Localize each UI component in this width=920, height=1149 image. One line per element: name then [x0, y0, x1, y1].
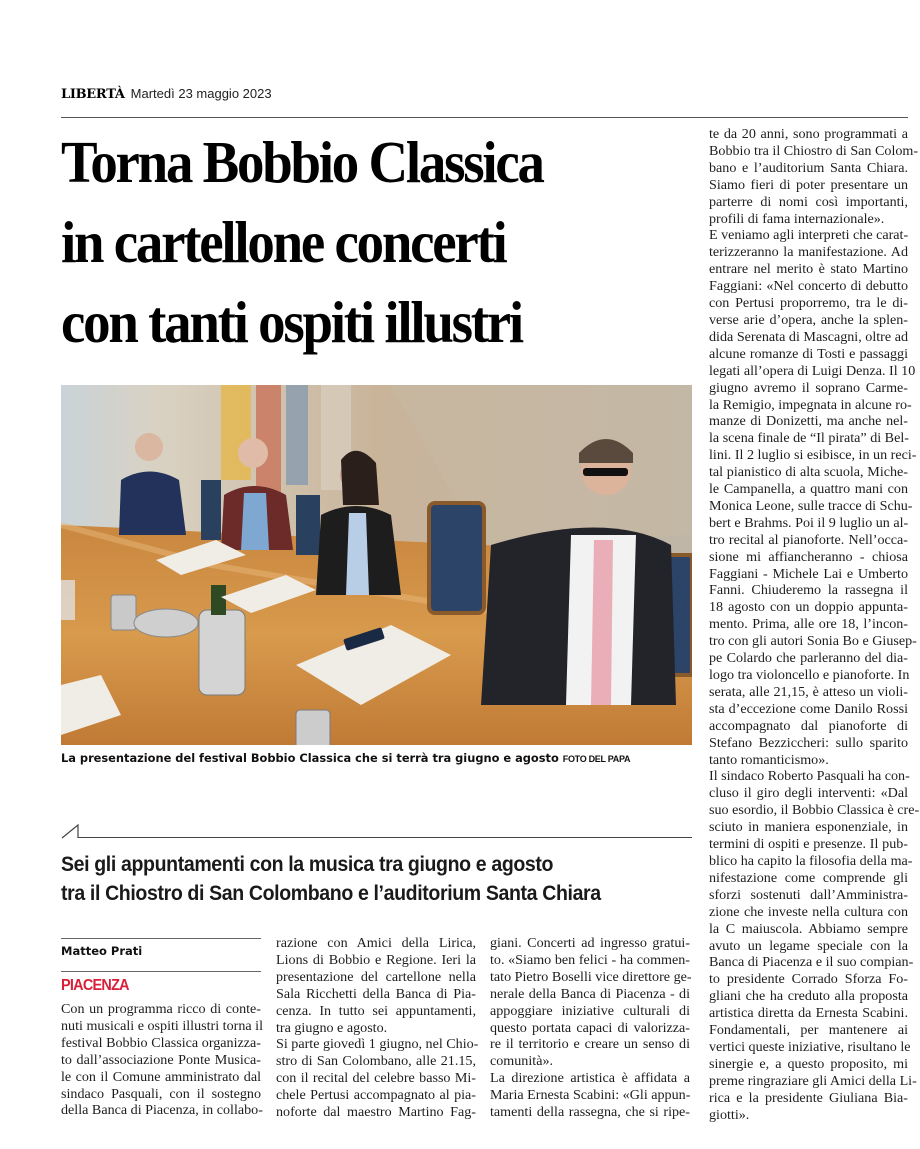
text-line: mento. Prima, alle ore 18, l’incon-: [709, 616, 908, 633]
subhead-divider: [78, 837, 692, 838]
text-line: Lions di Bobbio e Regione. Ieri la: [276, 951, 476, 968]
text-line: giotti».: [709, 1106, 750, 1123]
text-line: sinergie e, a questo proposito, mi: [709, 1055, 908, 1072]
text-line: le Campanella, a quattro mani con: [709, 481, 908, 498]
text-line: tra giugno e agosto.: [276, 1019, 388, 1036]
text-line: La direzione artistica è affidata a: [490, 1070, 690, 1087]
subhead-line: Sei gli appuntamenti con la musica tra giugno e agosto: [61, 853, 554, 876]
headline-line: Torna Bobbio Classica: [61, 129, 543, 195]
photo-caption: [61, 751, 630, 765]
text-line: Sala Ricchetti della Banca di Pia-: [276, 985, 476, 1002]
text-line: accompagnato dal pianoforte di: [709, 717, 908, 734]
text-line: noforte dal maestro Martino Fag-: [276, 1104, 476, 1121]
text-line: to dall’associazione Ponte Musica-: [61, 1051, 261, 1068]
text-line: sione mi affiancheranno - chiosa: [709, 548, 908, 565]
header-divider: [61, 117, 908, 118]
text-line: Siamo fieri di poter presentare un: [709, 176, 908, 193]
text-line: tamenti della rassegna, che si ripe-: [490, 1104, 690, 1121]
text-line: cenza. In tutto sei appuntamenti,: [276, 1002, 476, 1019]
text-line: termini di ospiti e presenze. Il pub-: [709, 836, 908, 853]
newspaper-logo: LIBERTÀ: [61, 87, 125, 102]
text-line: to presidente Corrado Sforza Fo-: [709, 971, 908, 988]
text-line: parterre di nomi così importanti,: [709, 193, 908, 210]
caption-text: La presentazione del festival Bobbio Classica che si terrà tra giugno e agosto: [61, 751, 559, 765]
text-line: sforzi sostenuti dall’Amministra-: [709, 886, 908, 903]
text-line: bert e Brahms. Poi il 9 luglio un al-: [709, 514, 909, 531]
text-line: giugno avremo il soprano Carme-: [709, 379, 908, 396]
text-line: questo portata capaci di valorizza-: [490, 1019, 690, 1036]
article-column-4: [709, 126, 920, 1123]
subhead-line: tra il Chiostro di San Colombano e l’auditorium Santa Chiara: [61, 882, 601, 905]
text-line: bano e l’auditorium Santa Chiara.: [709, 159, 908, 176]
byline-top-rule: [61, 938, 261, 939]
text-line: legati all’opera di Luigi Denza. Il 10: [709, 362, 916, 379]
text-line: Bobbio tra il Chiostro di San Colom-: [709, 142, 919, 159]
text-line: terizzeranno la manifestazione. Ad: [709, 244, 908, 261]
text-line: lini. Il 2 luglio si esibisce, in un reci-: [709, 447, 917, 464]
text-line: Il sindaco Roberto Pasquali ha con-: [709, 768, 910, 785]
text-line: rica e la presidente Giuliana Bia-: [709, 1089, 908, 1106]
text-line: Con un programma ricco di conte-: [61, 1001, 261, 1017]
text-line: la Remigio, impegnata in alcune ro-: [709, 396, 912, 413]
text-line: re il territorio e creare un senso di: [490, 1036, 690, 1053]
text-line: manze di Donizetti, ma anche nel-: [709, 413, 908, 430]
article-column-3: [490, 935, 690, 1121]
text-line: tro recital al pianoforte. Nell’occa-: [709, 531, 908, 548]
text-line: gliani che ha creduto alla proposta: [709, 988, 908, 1005]
text-line: nuti musicali e ospiti illustri torna il: [61, 1017, 263, 1034]
photo-credit: FOTO DEL PAPA: [562, 754, 631, 764]
text-line: E veniamo agli interpreti che carat-: [709, 227, 909, 244]
text-line: Monica Leone, sulle tracce di Schu-: [709, 497, 913, 514]
text-line: sta d’eccezione come Danilo Rossi: [709, 700, 908, 717]
issue-date: Martedì 23 maggio 2023: [130, 86, 272, 101]
text-line: dida Serenata di Mascagni, oltre ad: [709, 328, 908, 345]
article-column-2: [276, 935, 479, 1121]
text-line: Faggiani - Michele Lai e Umberto: [709, 565, 908, 582]
text-line: verse arie d’opera, anche la splen-: [709, 311, 908, 328]
text-line: le con il Comune amministrato dal: [61, 1068, 261, 1085]
text-line: 18 agosto con un doppio appunta-: [709, 599, 908, 616]
text-line: Maria Ernesta Scabini: «Gli appun-: [490, 1087, 691, 1104]
text-line: presentazione del cartellone nella: [276, 968, 476, 985]
text-line: profili di fama internazionale».: [709, 210, 885, 227]
text-line: chele Pertusi accompagnato al pia-: [276, 1087, 476, 1104]
dateline-location: PIACENZA: [61, 977, 129, 994]
text-line: festival Bobbio Classica organizza-: [61, 1034, 261, 1051]
text-line: nerale della Banca di Piacenza - di: [490, 985, 690, 1002]
text-line: blico ha capito la filosofia della ma-: [709, 852, 913, 869]
headline-line: in cartellone concerti: [61, 209, 506, 275]
text-line: razione con Amici della Lirica,: [276, 935, 476, 951]
text-line: Si parte giovedì 1 giugno, nel Chio-: [276, 1036, 479, 1053]
text-line: alcune romanze di Tosti e passaggi: [709, 345, 908, 362]
text-line: suo esordio, il Bobbio Classica è cre-: [709, 802, 920, 819]
text-line: della Banca di Piacenza, in collabo-: [61, 1102, 263, 1119]
text-line: stro di San Colombano, alle 21.15,: [276, 1053, 476, 1070]
text-line: giani. Concerti ad ingresso gratui-: [490, 935, 690, 951]
text-line: la C maiuscola. Abbiamo sempre: [709, 920, 908, 937]
headline-line: con tanti ospiti illustri: [61, 289, 522, 355]
text-line: sindaco Pasquali, con il sostegno: [61, 1085, 261, 1102]
text-line: la scena finale de “Il pirata” di Bel-: [709, 430, 909, 447]
masthead: [61, 86, 272, 102]
text-line: comunità».: [490, 1053, 554, 1070]
text-line: entrare nel merito è stato Martino: [709, 261, 908, 278]
text-line: pe Colardo che parleranno del dia-: [709, 650, 908, 667]
text-line: nifestazione come comprende gli: [709, 869, 908, 886]
text-line: tro con gli autori Sonia Bo e Giusep-: [709, 633, 917, 650]
text-line: artistica diretta da Ernesta Scabini.: [709, 1005, 908, 1022]
article-photo: [61, 385, 692, 745]
text-line: avuto un legame speciale con la: [709, 937, 908, 954]
article-column-1: [61, 1001, 261, 1119]
text-line: con il recital del celebre basso Mi-: [276, 1070, 476, 1087]
text-line: Faggiani: «Nel concerto di debutto: [709, 278, 908, 295]
text-line: appoggiare iniziative culturali di: [490, 1002, 690, 1019]
text-line: tanto romanticismo».: [709, 751, 829, 768]
text-line: logo tra violoncello e pianoforte. In: [709, 667, 910, 683]
text-line: sciuto in maniera esponenziale, in: [709, 819, 908, 836]
text-line: cluso il giro degli interventi: «Dal: [709, 785, 908, 802]
article-headline: [61, 122, 656, 362]
text-line: Fondamentali, per mantenere ai: [709, 1022, 908, 1039]
byline-bottom-rule: [61, 971, 261, 972]
text-line: zione che investe nella cultura con: [709, 903, 908, 920]
text-line: te da 20 anni, sono programmati a: [709, 126, 908, 142]
text-line: Banca di Piacenza e il suo compian-: [709, 954, 914, 971]
text-line: serata, alle 21,15, è atteso un violi-: [709, 683, 908, 700]
text-line: tal pianistico di alta scuola, Miche-: [709, 464, 908, 481]
text-line: con Pertusi proporremo, tra le di-: [709, 295, 908, 312]
text-line: preme ringraziare gli Amici della Li-: [709, 1072, 917, 1089]
text-line: Stefano Bezziccheri: sullo sparito: [709, 734, 908, 751]
text-line: vertici queste iniziative, risultano le: [709, 1038, 911, 1055]
byline-author: Matteo Prati: [61, 944, 143, 958]
press-conference-photo-illustration: [61, 385, 692, 745]
text-line: to. «Siamo ben felici - ha commen-: [490, 951, 690, 968]
article-subheadline: [61, 850, 601, 908]
text-line: Fanni. Chiuderemo la rassegna il: [709, 582, 908, 599]
text-line: tato Pietro Boselli vice direttore ge-: [490, 968, 692, 985]
